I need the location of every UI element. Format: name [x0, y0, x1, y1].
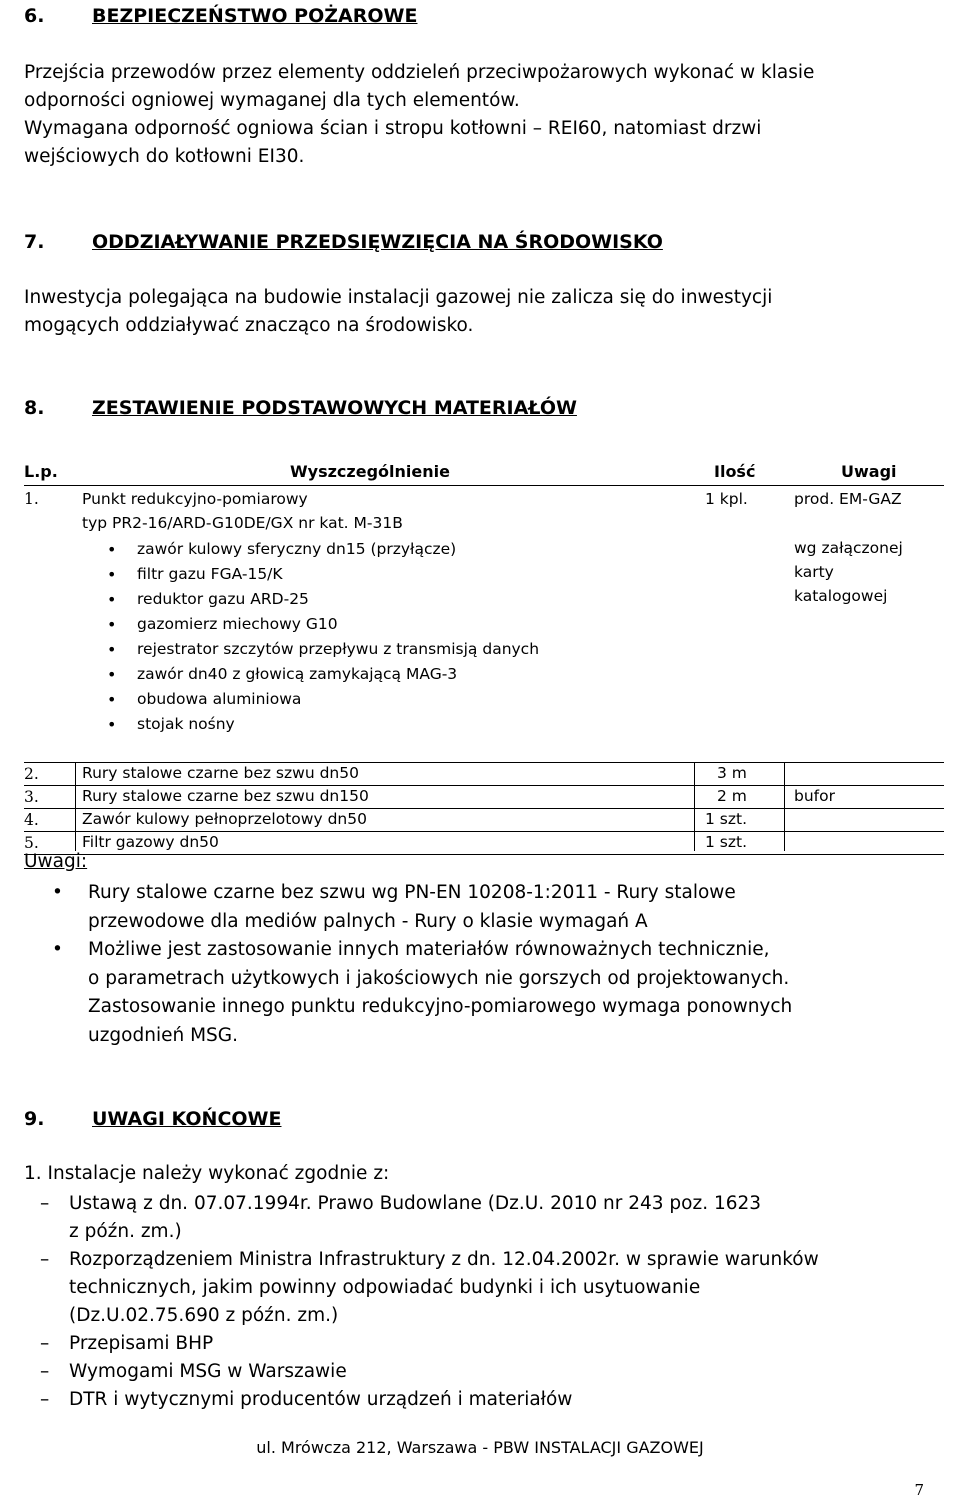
row-quantity: 1 szt.	[705, 833, 748, 851]
table-row	[24, 763, 944, 786]
section-6-heading	[24, 5, 924, 31]
regulations-intro: 1. Instalacje należy wykonać zgodnie z:	[24, 1163, 390, 1184]
list-item: • stojak nośny	[107, 712, 539, 737]
text-line: • Rury stalowe czarne bez szwu wg PN-EN 10208-1:2011 - Rury stalowe	[88, 882, 736, 903]
table-column-rule	[75, 762, 76, 851]
row-lp: 2.	[24, 765, 39, 783]
text-line: przewodowe dla mediów palnych - Rury o klasie wymagań A	[88, 910, 648, 932]
text-line: odporności ogniowej wymaganej dla tych elementów.	[24, 90, 520, 111]
regulation-item	[40, 1190, 940, 1246]
text-line: Przejścia przewodów przez elementy oddzieleń przeciwpożarowych wykonać w klasie	[24, 62, 815, 83]
list-item: • filtr gazu FGA-15/K	[107, 562, 539, 587]
row-note: prod. EM-GAZ	[794, 490, 902, 508]
materials-table	[24, 456, 944, 855]
text-line: technicznych, jakim powinny odpowiadać budynki i ich usytuowanie	[69, 1277, 701, 1298]
row-description: Zawór kulowy pełnoprzelotowy dn50	[82, 810, 367, 828]
text-line: – Wymogami MSG w Warszawie	[69, 1361, 347, 1382]
text-line: – Ustawą z dn. 07.07.1994r. Prawo Budowlane (Dz.U. 2010 nr 243 poz. 1623	[69, 1193, 762, 1214]
list-item: • zawór kulowy sferyczny dn15 (przyłącze)	[107, 537, 539, 562]
row-lp: 1.	[24, 490, 39, 508]
text-line: o parametrach użytkowych i jakościowych nie gorszych od projektowanych.	[88, 967, 790, 989]
section-number: 6.	[24, 5, 45, 27]
section-7-text	[24, 284, 944, 340]
component-list	[107, 537, 539, 737]
section-number: 7.	[24, 231, 45, 253]
regulation-item	[40, 1386, 940, 1414]
header-notes: Uwagi	[841, 462, 897, 481]
row-note: katalogowej	[794, 587, 888, 605]
header-quantity: Ilość	[714, 462, 756, 481]
section-title: BEZPIECZEŃSTWO POŻAROWE	[92, 5, 418, 27]
table-column-rule	[784, 762, 785, 851]
list-item: • reduktor gazu ARD-25	[107, 587, 539, 612]
row-description: Filtr gazowy dn50	[82, 833, 219, 851]
text-line: z późn. zm.)	[69, 1221, 182, 1242]
regulations-list	[40, 1190, 940, 1414]
text-line: – Rozporządzeniem Ministra Infrastruktury z dn. 12.04.2002r. w sprawie warunków	[69, 1249, 819, 1270]
list-item: • zawór dn40 z głowicą zamykającą MAG-3	[107, 662, 539, 687]
section-number: 9.	[24, 1108, 45, 1130]
row-lp: 5.	[24, 834, 39, 852]
section-title: ZESTAWIENIE PODSTAWOWYCH MATERIAŁÓW	[92, 397, 577, 419]
section-7-heading	[24, 231, 924, 257]
section-title: UWAGI KOŃCOWE	[92, 1108, 282, 1130]
section-6-text	[24, 59, 944, 171]
table-row	[24, 786, 944, 809]
page-number: 7	[914, 1481, 924, 1499]
row-description: Rury stalowe czarne bez szwu dn50	[82, 764, 359, 782]
header-lp: L.p.	[24, 462, 58, 481]
remark-item	[52, 879, 932, 936]
row-description-type: typ PR2-16/ARD-G10DE/GX nr kat. M-31B	[82, 514, 403, 532]
list-item: • obudowa aluminiowa	[107, 687, 539, 712]
section-9-heading	[24, 1108, 924, 1134]
row-quantity: 1 kpl.	[705, 490, 748, 508]
row-description: Punkt redukcyjno-pomiarowy	[82, 490, 308, 508]
text-line: Inwestycja polegająca na budowie instalacji gazowej nie zalicza się do inwestycji	[24, 287, 773, 308]
regulation-item	[40, 1358, 940, 1386]
page-footer: ul. Mrówcza 212, Warszawa - PBW INSTALACJI GAZOWEJ	[256, 1438, 704, 1457]
table-row	[24, 486, 944, 763]
section-8-heading	[24, 397, 924, 423]
row-quantity: 2 m	[717, 787, 747, 805]
row-quantity: 1 szt.	[705, 810, 748, 828]
remarks-list	[52, 879, 932, 1050]
row-quantity: 3 m	[717, 764, 747, 782]
row-note: wg załączonej	[794, 539, 903, 557]
row-lp: 4.	[24, 811, 39, 829]
list-item: • gazomierz miechowy G10	[107, 612, 539, 637]
section-title: ODDZIAŁYWANIE PRZEDSIĘWZIĘCIA NA ŚRODOWISKO	[92, 231, 663, 253]
table-row	[24, 809, 944, 832]
remark-item	[52, 936, 932, 1050]
regulation-item	[40, 1330, 940, 1358]
row-note: karty	[794, 563, 834, 581]
regulation-item	[40, 1246, 940, 1330]
text-line: – DTR i wytycznymi producentów urządzeń i materiałów	[69, 1389, 573, 1410]
text-line: mogących oddziaływać znacząco na środowisko.	[24, 315, 474, 336]
header-description: Wyszczególnienie	[290, 462, 450, 481]
text-line: – Przepisami BHP	[69, 1333, 214, 1354]
section-number: 8.	[24, 397, 45, 419]
text-line: • Możliwe jest zastosowanie innych materiałów równoważnych technicznie,	[88, 939, 770, 960]
table-header	[24, 456, 944, 486]
table-row	[24, 832, 944, 855]
remarks-title: Uwagi:	[24, 851, 88, 872]
row-lp: 3.	[24, 788, 39, 806]
row-description: Rury stalowe czarne bez szwu dn150	[82, 787, 369, 805]
text-line: uzgodnień MSG.	[88, 1024, 239, 1046]
text-line: wejściowych do kotłowni EI30.	[24, 146, 305, 167]
table-column-rule	[694, 762, 695, 851]
text-line: (Dz.U.02.75.690 z późn. zm.)	[69, 1305, 339, 1326]
text-line: Zastosowanie innego punktu redukcyjno-pomiarowego wymaga ponownych	[88, 996, 793, 1017]
text-line: Wymagana odporność ogniowa ścian i stropu kotłowni – REI60, natomiast drzwi	[24, 118, 762, 139]
list-item: • rejestrator szczytów przepływu z transmisją danych	[107, 637, 539, 662]
row-note: bufor	[794, 787, 835, 805]
